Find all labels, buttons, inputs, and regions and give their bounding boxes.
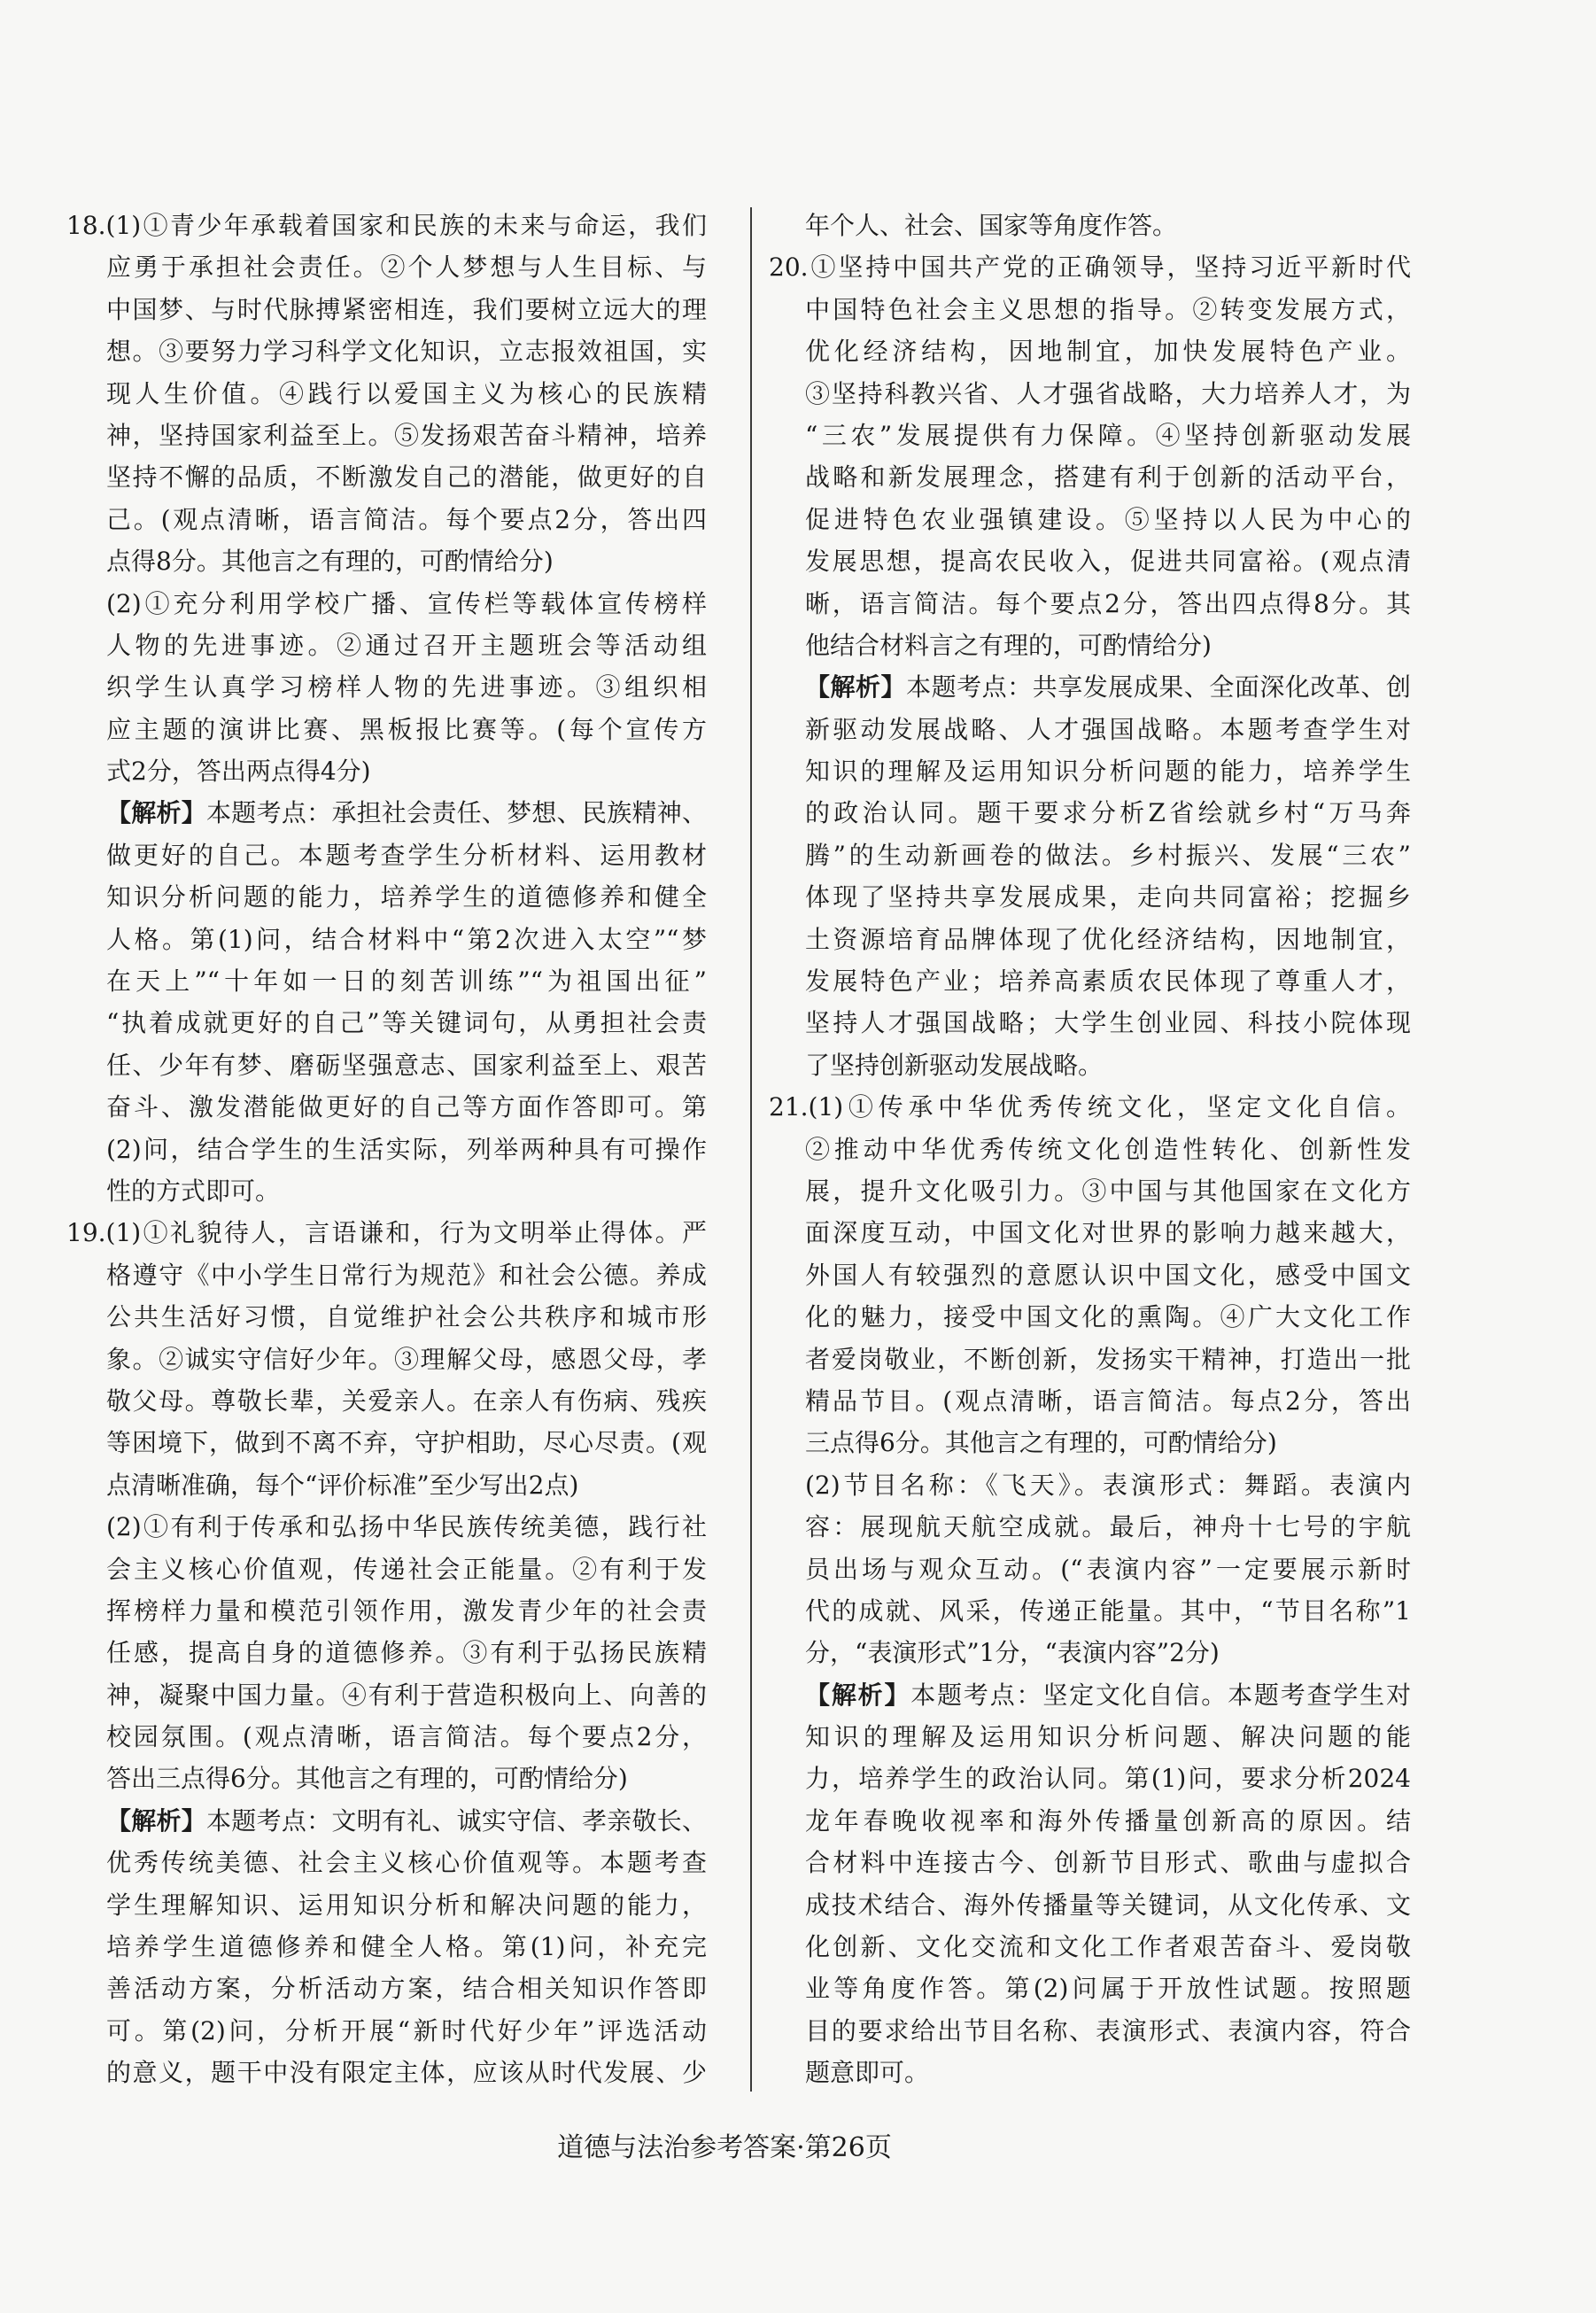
text-line: 现人生价值。④践行以爱国主义为核心的民族精 (106, 378, 707, 408)
text-line: 挥榜样力量和模范引领作用，激发青少年的社会责 (106, 1595, 707, 1626)
text-line: 促进特色农业强镇建设。⑤坚持以人民为中心的 (805, 504, 1411, 534)
text-line: 知识的理解及运用知识分析问题的能力，培养学生 (805, 757, 1411, 787)
text-line (805, 1674, 1411, 1716)
right-column (769, 205, 1411, 2094)
text-line: 三点得6分。其他言之有理的，可酌情给分) (805, 1428, 1277, 1458)
text-line: (2)①有利于传承和弘扬中华民族传统美德，践行社 (106, 1512, 707, 1542)
text-line: 战略和新发展理念，搭建有利于创新的活动平台， (805, 462, 1411, 493)
text-line-content: 本题考点：文明有礼、诚实守信、孝亲敬长、 (206, 1805, 707, 1836)
text-line: 神，坚持国家利益至上。⑤发扬艰苦奋斗精神，培养 (106, 420, 707, 450)
text-line: 优化经济结构，因地制宜，加快发展特色产业。 (805, 337, 1411, 367)
text-line: 人格。第(1)问，结合材料中“第2次进入太空”“梦 (106, 924, 707, 954)
text-line: 业等角度作答。第(2)问属于开放性试题。按照题 (805, 1974, 1411, 2004)
text-line: 代的成就、风采，传递正能量。其中，“节目名称”1 (805, 1595, 1411, 1626)
text-line: 年个人、社会、国家等角度作答。 (805, 211, 1178, 240)
text-line: (2)节目名称：《飞天》。表演形式：舞蹈。表演内 (805, 1470, 1411, 1500)
text-line: 任感，提高自身的道德修养。③有利于弘扬民族精 (106, 1638, 707, 1668)
text-line: 公共生活好习惯，自觉维护社会公共秩序和城市形 (106, 1302, 707, 1332)
text-line: 展，提升文化吸引力。③中国与其他国家在文化方 (805, 1176, 1411, 1206)
text-line: 学生理解知识、运用知识分析和解决问题的能力， (106, 1890, 707, 1920)
text-line: 腾”的生动新画卷的做法。乡村振兴、发展“三农” (805, 840, 1411, 870)
text-line: “执着成就更好的自己”等关键词句，从勇担社会责 (106, 1008, 707, 1038)
text-line: 应勇于承担社会责任。②个人梦想与人生目标、与 (106, 252, 707, 283)
text-line: (2)①充分利用学校广播、宣传栏等载体宣传榜样 (106, 588, 707, 618)
text-line: 者爱岗敬业，不断创新，发扬实干精神，打造出一批 (805, 1344, 1411, 1374)
text-line: 应主题的演讲比赛、黑板报比赛等。(每个宣传方 (106, 714, 707, 744)
text-line: 土资源培育品牌体现了优化经济结构，因地制宜， (805, 924, 1411, 954)
text-line: 点清晰准确，每个“评价标准”至少写出2点) (106, 1470, 579, 1500)
text-line: 题意即可。 (805, 2058, 930, 2088)
text-line: 象。②诚实守信好少年。③理解父母，感恩父母，孝 (106, 1344, 707, 1374)
text-line: 龙年春晚收视率和海外传播量创新高的原因。结 (805, 1805, 1411, 1836)
text-line: 外国人有较强烈的意愿认识中国文化，感受中国文 (805, 1260, 1411, 1290)
text-line-content: 本题考点：共享发展成果、全面深化改革、创 (906, 672, 1411, 702)
text-line: 人物的先进事迹。②通过召开主题班会等活动组 (106, 630, 707, 660)
text-line: 中国梦、与时代脉搏紧密相连，我们要树立远大的理 (106, 294, 707, 324)
text-line: 的政治认同。题干要求分析Z省绘就乡村“万马奔 (805, 798, 1411, 828)
text-line: 的意义，题干中没有限定主体，应该从时代发展、少 (106, 2058, 707, 2088)
text-line: 面深度互动，中国文化对世界的影响力越来越大， (805, 1218, 1411, 1248)
text-line: 力，培养学生的政治认同。第(1)问，要求分析2024 (805, 1764, 1411, 1794)
text-line: 神，凝聚中国力量。④有利于营造积极向上、向善的 (106, 1680, 707, 1710)
text-line: 20.①坚持中国共产党的正确领导，坚持习近平新时代 (769, 252, 1411, 283)
text-line: 成技术结合、海外传播量等关键词，从文化传承、文 (805, 1890, 1411, 1920)
text-line: 校园氛围。(观点清晰，语言简洁。每个要点2分， (106, 1722, 707, 1752)
text-line: 晰，语言简洁。每个要点2分，答出四点得8分。其 (805, 588, 1411, 618)
analysis-label: 【解析】 (805, 1680, 911, 1710)
column-divider (750, 207, 752, 2092)
text-line: 点得8分。其他言之有理的，可酌情给分) (106, 547, 554, 577)
text-line: 中国特色社会主义思想的指导。②转变发展方式， (805, 294, 1411, 324)
text-line: 体现了坚持共享发展成果，走向共同富裕；挖掘乡 (805, 882, 1411, 912)
text-line: 精品节目。(观点清晰，语言简洁。每点2分，答出 (805, 1385, 1411, 1416)
text-line: 知识的理解及运用知识分析问题、解决问题的能 (805, 1722, 1411, 1752)
text-line: 18.(1)①青少年承载着国家和民族的未来与命运，我们 (66, 211, 707, 240)
text-line (805, 666, 1411, 708)
text-line: 己。(观点清晰，语言简洁。每个要点2分，答出四 (106, 504, 707, 534)
text-line-content: 本题考点：坚定文化自信。本题考查学生对 (910, 1680, 1411, 1710)
text-line: ③坚持科教兴省、人才强省战略，大力培养人才，为 (805, 378, 1411, 408)
text-line: 合材料中连接古今、创新节目形式、歌曲与虚拟合 (805, 1848, 1411, 1878)
text-line: 等困境下，做到不离不弃，守护相助，尽心尽责。(观 (106, 1428, 707, 1458)
text-line: 坚持人才强国战略；大学生创业园、科技小院体现 (805, 1008, 1411, 1038)
text-line: 敬父母。尊敬长辈，关爱亲人。在亲人有伤病、残疾 (106, 1385, 707, 1416)
left-column (66, 205, 707, 2094)
text-line: 织学生认真学习榜样人物的先进事迹。③组织相 (106, 672, 707, 702)
text-line: 他结合材料言之有理的，可酌情给分) (805, 630, 1212, 660)
text-line (106, 792, 707, 834)
analysis-label: 【解析】 (106, 798, 207, 828)
text-line: 在天上”“十年如一日的刻苦训练”“为祖国出征” (106, 966, 707, 997)
text-line: 格遵守《中小学生日常行为规范》和社会公德。养成 (106, 1260, 707, 1290)
text-line (106, 1800, 707, 1842)
text-line: “三农”发展提供有力保障。④坚持创新驱动发展 (805, 420, 1411, 450)
text-line: 优秀传统美德、社会主义核心价值观等。本题考查 (106, 1848, 707, 1878)
analysis-label: 【解析】 (106, 1805, 207, 1836)
text-line: 式2分，答出两点得4分) (106, 757, 371, 787)
text-line: 发展特色产业；培养高素质农民体现了尊重人才， (805, 966, 1411, 997)
text-line: 分，“表演形式”1分，“表演内容”2分) (805, 1638, 1220, 1668)
text-line: 化的魅力，接受中国文化的熏陶。④广大文化工作 (805, 1302, 1411, 1332)
text-line: 任、少年有梦、磨砺坚强意志、国家利益至上、艰苦 (106, 1050, 707, 1080)
text-line-content: 本题考点：承担社会责任、梦想、民族精神、 (206, 798, 707, 828)
text-line: 善活动方案，分析活动方案，结合相关知识作答即 (106, 1974, 707, 2004)
text-line: 想。③要努力学习科学文化知识，立志报效祖国，实 (106, 337, 707, 367)
text-line: 化创新、文化交流和文化工作者艰苦奋斗、爱岗敬 (805, 1932, 1411, 1962)
text-line: 新驱动发展战略、人才强国战略。本题考查学生对 (805, 714, 1411, 744)
text-line: 答出三点得6分。其他言之有理的，可酌情给分) (106, 1764, 628, 1794)
text-line: 奋斗、激发潜能做更好的自己等方面作答即可。第 (106, 1092, 707, 1122)
text-line: 培养学生道德修养和健全人格。第(1)问，补充完 (106, 1932, 707, 1962)
text-line: ②推动中华优秀传统文化创造性转化、创新性发 (805, 1134, 1411, 1164)
page-footer: 道德与法治参考答案·第26页 (557, 2132, 892, 2163)
text-line: 性的方式即可。 (106, 1176, 281, 1206)
text-line: 做更好的自己。本题考查学生分析材料、运用教材 (106, 840, 707, 870)
text-line: 目的要求给出节目名称、表演形式、表演内容，符合 (805, 2015, 1411, 2045)
text-line: 坚持不懈的品质，不断激发自己的潜能，做更好的自 (106, 462, 707, 493)
text-line: 容：展现航天航空成就。最后，神舟十七号的宇航 (805, 1512, 1411, 1542)
text-line: 知识分析问题的能力，培养学生的道德修养和健全 (106, 882, 707, 912)
text-line: 了坚持创新驱动发展战略。 (805, 1050, 1104, 1080)
text-line: 员出场与观众互动。(“表演内容”一定要展示新时 (805, 1554, 1411, 1584)
text-line: (2)问，结合学生的生活实际，列举两种具有可操作 (106, 1134, 707, 1164)
text-line: 发展思想，提高农民收入，促进共同富裕。(观点清 (805, 547, 1411, 577)
text-line: 19.(1)①礼貌待人，言语谦和，行为文明举止得体。严 (66, 1218, 707, 1248)
text-line: 可。第(2)问，分析开展“新时代好少年”评选活动 (106, 2015, 707, 2045)
text-line: 21.(1)①传承中华优秀传统文化，坚定文化自信。 (769, 1092, 1411, 1122)
analysis-label: 【解析】 (805, 672, 907, 702)
text-line: 会主义核心价值观，传递社会正能量。②有利于发 (106, 1554, 707, 1584)
